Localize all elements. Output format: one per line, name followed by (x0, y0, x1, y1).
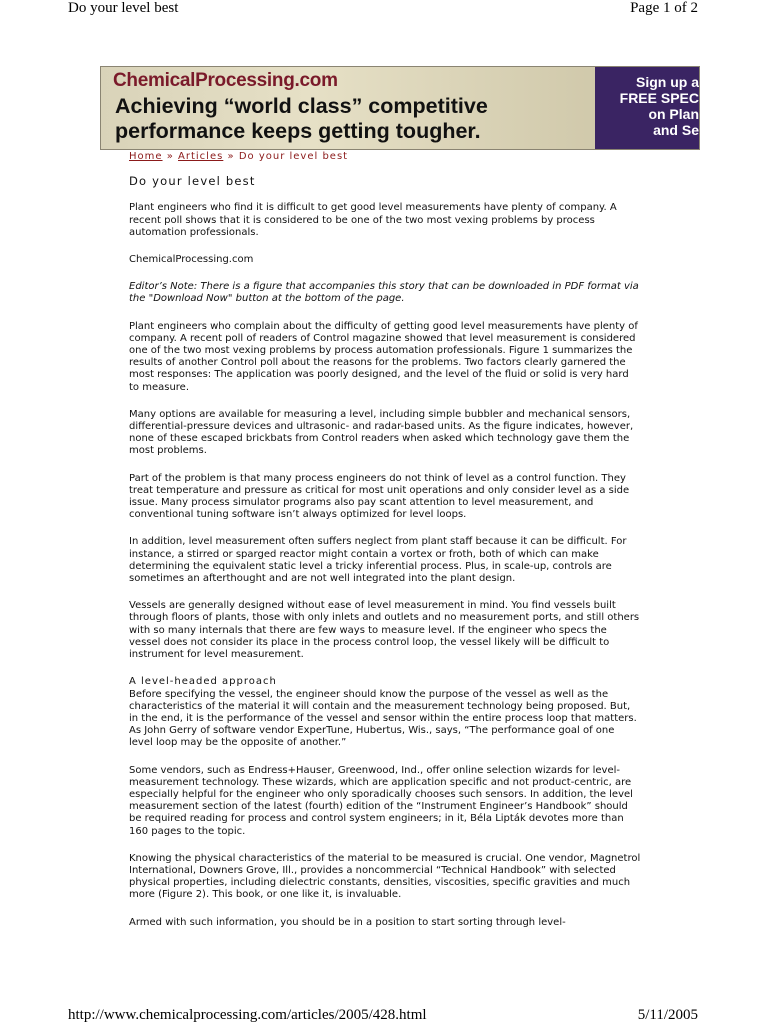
print-header (68, 0, 698, 17)
banner-signup-promo[interactable] (595, 67, 700, 149)
promo-line: on Plan (648, 106, 699, 122)
breadcrumb-current: Do your level best (238, 151, 349, 162)
banner-headline-1: Achieving “world class” competitive (115, 94, 488, 118)
article-paragraph: Some vendors, such as Endress+Hauser, Greenwood, Ind., offer online selection wizards for level-measurement technology. These wizards, which are application specific and not product-centric, are especially helpful for the engineer who only sporadically chooses such sensors. In addition, the level measurement section of the latest (fourth) edition of the “Instrument Engineer’s Handbook” should be required reading for process and control system engineers; in it, Béla Lipták devotes more than 160 pages to the topic. (129, 764, 633, 837)
article-paragraph: Vessels are generally designed without ease of level measurement in mind. You find vessels built through floors of plants, those with only inlets and outlets and no measurement ports, and still others with so many internals that there are few ways to measure level. If the engineer who specs the vessel does not consider its place in the process control loop, the vessel likely will be difficult to instrument for level measurement. (129, 600, 640, 661)
article-paragraph: Part of the problem is that many process engineers do not think of level as a control function. They treat temperature and pressure as critical for most unit operations and only consider level as a side issue. Many process simulator programs also pay scant attention to level measurement, and conventional tuning software isn’t always optimized for level loops. (129, 472, 630, 521)
print-header-title: Do your level best (68, 0, 179, 16)
print-footer (68, 1007, 698, 1024)
article-paragraph: Armed with such information, you should be in a position to start sorting through level- (129, 916, 566, 928)
print-footer-date: 5/11/2005 (637, 1007, 698, 1023)
breadcrumb (129, 151, 641, 163)
breadcrumb-separator: » (227, 151, 235, 162)
promo-line: Sign up a (636, 74, 699, 90)
promo-line: FREE SPEC (619, 90, 699, 106)
article-intro: Plant engineers who find it is difficult to get good level measurements have plenty of company. A recent poll shows that it is considered to be one of the two most vexing problems by process automation professionals. (129, 202, 617, 238)
article-paragraph: Many options are available for measuring a level, including simple bubbler and mechanical sensors, differential-pressure devices and ultrasonic- and radar-based units. As the figure indicates, however, none of these escaped brickbats from Control readers when asked which technology gave them the most problems. (129, 408, 634, 457)
article-paragraph: Knowing the physical characteristics of the material to be measured is crucial. One vendor, Magnetrol International, Downers Grove, Ill., provides a noncommercial “Technical Handbook” with selected physical properties, including dielectric constants, densities, viscosities, specific gravities and much more (Figure 2). This book, or one like it, is invaluable. (129, 852, 641, 901)
print-header-page: Page 1 of 2 (630, 0, 698, 16)
banner-logo: ChemicalProcessing.com (113, 70, 338, 91)
promo-line: and Se (653, 122, 699, 138)
print-footer-url: http://www.chemicalprocessing.com/articles/2005/428.html (68, 1007, 427, 1023)
article-paragraph: Before specifying the vessel, the engineer should know the purpose of the vessel as well as the characteristics of the material it will contain and the measurement technology being proposed. But, in the end, it is the performance of the vessel and sensor within the entire process loop that matters. As John Gerry of software vendor ExperTune, Hubertus, Wis., says, “The performance goal of one level loop may be the opposite of another.” (129, 688, 637, 749)
article-content (129, 150, 641, 929)
ad-banner[interactable] (100, 66, 700, 150)
breadcrumb-separator: » (166, 151, 174, 162)
article-source: ChemicalProcessing.com (129, 254, 254, 266)
breadcrumb-articles-link[interactable]: Articles (178, 151, 224, 162)
banner-headline-2: performance keeps getting tougher. (115, 119, 481, 143)
section-heading: A level-headed approach (129, 676, 277, 688)
breadcrumb-home-link[interactable]: Home (129, 151, 163, 162)
editor-note: Editor’s Note: There is a figure that accompanies this story that can be downloaded in PDF format via the "Download Now" button at the bottom of the page. (129, 281, 639, 305)
article-paragraph: In addition, level measurement often suffers neglect from plant staff because it can be difficult. For instance, a stirred or sparged reactor might contain a vortex or froth, both of which can make determining the equivalent static level a tricky inferential process. Plus, in scale-up, controls are sometimes an afterthought and are not well integrated into the plant design. (129, 536, 627, 585)
article-paragraph: Plant engineers who complain about the difficulty of getting good level measurements have plenty of company. A recent poll of readers of Control magazine showed that level measurement is considered one of the two most vexing problems by process automation professionals. Figure 1 summarizes the results of another Control poll about the reasons for the problems. Two factors clearly garnered the most responses: The application was poorly designed, and the level of the fluid or solid is very hard to measure. (129, 320, 638, 393)
article-title: Do your level best (129, 174, 256, 189)
